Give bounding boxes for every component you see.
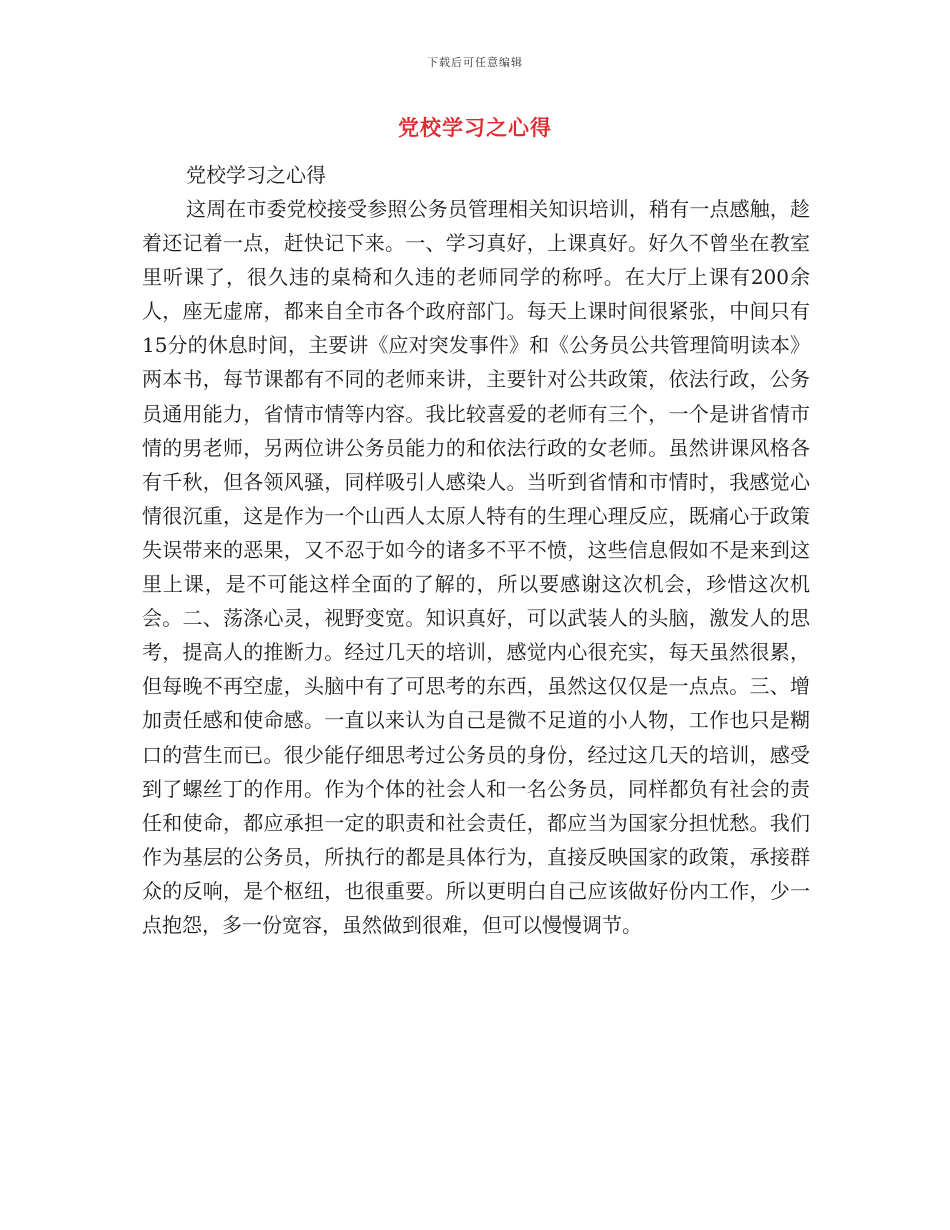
body-paragraph: 这周在市委党校接受参照公务员管理相关知识培训，稍有一点感触，趁着还记着一点，赶快记下来。一、学习真好，上课真好。好久不曾坐在教室里听课了，很久违的桌椅和久违的老师同学的称呼。在大厅上课有200余人，座无虚席，都来自全市各个政府部门。每天上课时间很紧张，中间只有15分的休息时间，主要讲《应对突发事件》和《公务员公共管理简明读本》两本书，每节课都有不同的老师来讲，主要针对公共政策，依法行政，公务员通用能力，省情市情等内容。我比较喜爱的老师有三个，一个是讲省情市情的男老师，另两位讲公务员能力的和依法行政的女老师。虽然讲课风格各有千秋，但各领风骚，同样吸引人感染人。当听到省情和市情时，我感觉心情很沉重，这是作为一个山西人太原人特有的生理心理反应，既痛心于政策失误带来的恶果，又不忍于如今的诸多不平不愤，这些信息假如不是来到这里上课，是不可能这样全面的了解的，所以要感谢这次机会，珍惜这次机会。二、荡涤心灵，视野变宽。知识真好，可以武装人的头脑，激发人的思考，提高人的推断力。经过几天的培训，感觉内心很充实，每天虽然很累，但每晚不再空虚，头脑中有了可思考的东西，虽然这仅仅是一点点。三、增加责任感和使命感。一直以来认为自己是微不足道的小人物，工作也只是糊口的营生而已。很少能仔细思考过公务员的身份，经过这几天的培训，感受到了螺丝丁的作用。作为个体的社会人和一名公务员，同样都负有社会的责任和使命，都应承担一定的职责和社会责任，都应当为国家分担忧愁。我们作为基层的公务员，所执行的都是具体行为，直接反映国家的政策，承接群众的反响，是个枢纽，也很重要。所以更明白自己应该做好份内工作，少一点抱怨，多一份宽容，虽然做到很难，但可以慢慢调节。 [142,197,810,937]
document-subtitle: 党校学习之心得 [186,163,326,187]
document-title: 党校学习之心得 [398,115,552,140]
document-content [142,158,810,942]
header-note: 下载后可任意编辑 [427,56,523,69]
